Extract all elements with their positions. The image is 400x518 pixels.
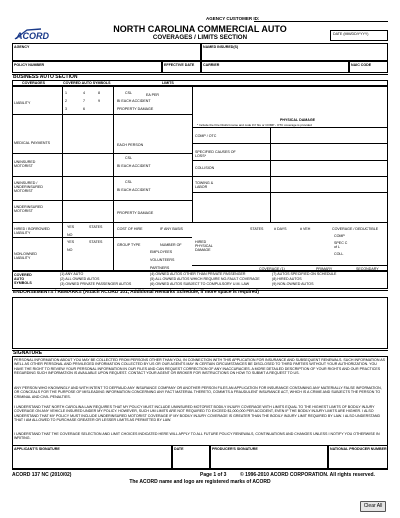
covered-auto-symbols-label: COVERED AUTO SYMBOLS [14, 273, 32, 285]
physical-damage-label: PHYSICAL DAMAGE [280, 118, 316, 122]
signature-title: SIGNATURE [13, 350, 43, 356]
collision-label: COLLISION [195, 166, 215, 170]
naic-code-field[interactable]: NAIC CODE [349, 61, 388, 73]
non-owned-label: NON-OWNED LIABILITY [14, 252, 37, 260]
um-paragraph: I UNDERSTAND THAT NORTH CAROLINA LAW REQUIRES THAT MY POLICY MUST INCLUDE UNINSURED MOTORIST BODILY INJURY COVERAGE WITH LIMITS EQUAL TO THE HIGHEST LIMITS OF BODILY INJURY COVERAGE ON ANY VEHICLE INSURED UNDER MY POLICY. HOWEVER, SUCH UM LIMITS ARE NOT REQUIRED TO EXCEED $1,000,000 PER ACCIDENT, EVEN IF THE BODILY INJURY LIMITS ARE HIGHER. I ALSO UNDERSTAND THAT MY POLICY MUST INCLUDE UNDERINSURED MOTORIST COVERAGE IF MY BODILY INJURY COVERAGE IS GREATER THAN THE BODILY INJURY LIMIT REQUIRED BY LAW. I ALSO UNDERSTAND THAT I AM ALLOWED TO PURCHASE GREATER OR LESSER LIMITS AS PERMITTED BY LAW. [14, 405, 381, 422]
agency-field[interactable]: AGENCY [12, 43, 201, 61]
col-limits: LIMITS [162, 81, 174, 85]
col-symbols: COVERED AUTO SYMBOLS [63, 81, 111, 85]
renewal-paragraph: I UNDERSTAND THAT THE COVERAGE SELECTION AND LIMIT CHOICES INDICATED HERE WILL APPLY TO ALL FUTURE POLICY RENEWALS, CONTINUATIONS AND CHANGES UNLESS I NOTIFY YOU OTHERWISE IN WRITING. [14, 432, 380, 441]
applicant-signature-field[interactable]: APPLICANT'S SIGNATURE [12, 445, 172, 469]
signature-date-field[interactable]: DATE [172, 445, 210, 469]
page-number: Page 1 of 3 [200, 472, 227, 478]
clear-all-button[interactable]: Clear All [360, 501, 386, 512]
fraud-paragraph: ANY PERSON WHO KNOWINGLY AND WITH INTENT TO DEFRAUD ANY INSURANCE COMPANY OR ANOTHER PERSON FILES AN APPLICATION FOR INSURANCE CONTAINING ANY MATERIALLY FALSE INFORMATION, OR CONCEALS FOR THE PURPOSE OF MISLEADING INFORMATION CONCERNING ANY FACT MATERIAL THERETO, COMMITS A FRAUDULENT INSURANCE ACT, WHICH IS A CRIME AND SUBJECTS THE PERSON TO CRIMINAL AND CIVIL PENALTIES. [14, 386, 382, 399]
form-title: NORTH CAROLINA COMMERCIAL AUTO [113, 24, 287, 34]
uninsured-motorist-label: UNINSURED MOTORIST [14, 160, 36, 168]
each-person-label: EACH PERSON [117, 143, 144, 147]
privacy-paragraph: PERSONAL INFORMATION ABOUT YOU MAY BE COLLECTED FROM PERSONS OTHER THAN YOU, IN CONNECTION WITH THIS APPLICATION FOR INSURANCE AND SUBSEQUENT RENEWALS. SUCH INFORMATION AS WELL AS OTHER PERSONAL AND PRIVILEGED INFORMATION COLLECTED BY US OR OUR AGENTS MAY IN CERTAIN CIRCUMSTANCES BE DISCLOSED TO THIRD PARTIES WITHOUT YOUR AUTHORIZATION. YOU HAVE THE RIGHT TO REVIEW YOUR PERSONAL INFORMATION IN OUR FILES AND CAN REQUEST CORRECTION OF ANY INACCURACIES. A MORE DETAILED DESCRIPTION OF YOUR RIGHTS AND OUR PRACTICES REGARDING SUCH INFORMATION IS AVAILABLE UPON REQUEST. CONTACT YOUR AGENT OR BROKER FOR INSTRUCTIONS ON HOW TO SUBMIT A REQUEST TO US. [14, 358, 386, 375]
carrier-field[interactable]: CARRIER [201, 61, 349, 73]
uninsured-underinsured-label: UNINSURED / UNDERINSURED MOTORIST [14, 181, 43, 193]
agency-customer-id-label: AGENCY CUSTOMER ID: [206, 16, 260, 21]
underinsured-motorist-label: UNDERINSURED MOTORIST [14, 205, 43, 213]
effective-date-field[interactable]: EFFECTIVE DATE [162, 61, 201, 73]
specified-causes-label: SPECIFIED CAUSES OF LOSS* [195, 150, 236, 158]
date-field[interactable]: DATE (MM/DD/YYYY) [330, 30, 388, 41]
national-producer-number-field[interactable]: NATIONAL PRODUCER NUMBER [328, 445, 388, 469]
csl-label: CSL [125, 91, 132, 95]
endorsements-title: ENDORSEMENTS / REMARKS (Attach ACORD 101, Additional Remarks Schedule, if more space is required) [13, 290, 259, 295]
physical-damage-note: * Include the Fire District name and code # if fire or COMP - OTC coverage is provided [197, 123, 312, 127]
producer-signature-field[interactable]: PRODUCER'S SIGNATURE [210, 445, 328, 469]
medical-payments-label: MEDICAL PAYMENTS [14, 141, 51, 145]
svg-text:ACORD: ACORD [16, 31, 49, 41]
form-number: ACORD 137 NC (2010/02) [12, 472, 72, 478]
comp-otc-label: COMP / OTC [195, 134, 217, 138]
named-insureds-field[interactable]: NAMED INSURED(S) [201, 43, 388, 61]
business-auto-title: BUSINESS AUTO SECTION [13, 74, 78, 80]
policy-number-field[interactable]: POLICY NUMBER [12, 61, 162, 73]
trademark: The ACORD name and logo are registered marks of ACORD [129, 479, 271, 485]
hired-physical-damage-label: HIRED PHYSICAL DAMAGE [195, 240, 213, 252]
col-coverages: COVERAGES [22, 81, 45, 85]
towing-label: TOWING & LABOR [195, 181, 214, 189]
hired-borrowed-label: HIRED / BORROWED LIABILITY [14, 227, 50, 235]
copyright: © 1996-2010 ACORD CORPORATION. All rights reserved. [240, 472, 375, 478]
endorsements-field[interactable] [12, 297, 388, 349]
form-subtitle: COVERAGES / LIMITS SECTION [152, 34, 248, 41]
liability-label: LIABILITY [14, 101, 31, 105]
